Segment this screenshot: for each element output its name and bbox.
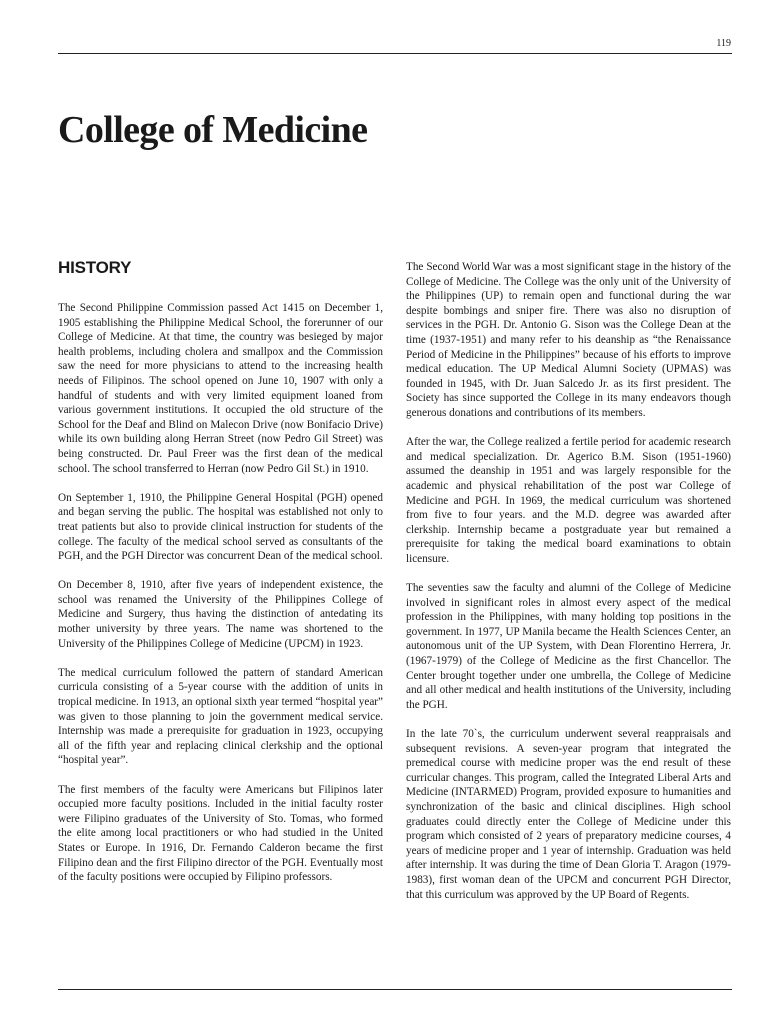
paragraph: The Second World War was a most significant stage in the history of the College of Medicine. The College was the only unit of the University of the Philippines (UP) to remain open and functional during the war despite bombings and sniper fire. There was also no disruption of services in the PGH. Dr. Antonio G. Sison was the College Dean at the time (1937-1951) and many refer to his deanship as “the Renaissance Period of Medicine in the Philippines” because of his efforts to improve medical education. The UP Medical Alumni Society (UPMAS) was founded in 1945, with Dr. Juan Salcedo Jr. as its first president. The Society has since supported the College in its many endeavors though generous donations and contributions of its members. (406, 261, 731, 419)
section-heading: HISTORY (58, 258, 132, 277)
page-number: 119 (716, 38, 731, 49)
paragraph: The seventies saw the faculty and alumni of the College of Medicine involved in significant roles in almost every aspect of the medical profession in the Philippines, with many holding top positions in the government. In 1977, UP Manila became the Health Sciences Center, an autonomous unit of the UP System, with Dean Florentino Herrera, Jr. (1967-1979) of the College of Medicine as the first Chancellor. The Center brought together under one umbrella, the College of Medicine and all other medical and health institutions of the University, including the PGH. (406, 582, 731, 711)
paragraph: The Second Philippine Commission passed Act 1415 on December 1, 1905 establishing the Philippine Medical School, the forerunner of our College of Medicine. At that time, the country was besieged by major health problems, including cholera and smallpox and the Commission saw the need for more physicians to attend to the increasing health needs of Filipinos. The school opened on June 10, 1907 with only a handful of students and with very limited equipment loaned from various government institutions. It occupied the old structure of the School for the Deaf and Blind on Malecon Drive (now Bonifacio Drive) while its own building along Herran Street (now Pedro Gil Street) was being constructed. Dr. Paul Freer was the first dean of the medical school. The school transferred to Herran (now Pedro Gil St.) in 1910. (58, 302, 383, 475)
paragraph: The first members of the faculty were Americans but Filipinos later occupied more faculty positions. Included in the initial faculty roster were Filipino graduates of the University of Sto. Tomas, who formed the elite among local practitioners or who had studied in the United States or Europe. In 1916, Dr. Fernando Calderon became the first Filipino dean and the first Filipino director of the PGH. Eventually most of the faculty positions were occupied by Filipino professors. (58, 783, 383, 884)
paragraph: After the war, the College realized a fertile period for academic research and medical specialization. Dr. Agerico B.M. Sison (1951-1960) assumed the deanship in 1951 and was largely responsible for the academic and physical rehabilitation of the post war College of Medicine and PGH. In 1969, the medical curriculum was shortened from five to four years. and the M.D. degree was awarded after clerkship. Internship became a postgraduate year but remained a prerequisite for taking the medical board examinations to obtain licensure. (406, 436, 731, 565)
footer-rule (58, 989, 732, 990)
right-column (406, 260, 731, 917)
header-rule (58, 53, 732, 54)
paragraph: On December 8, 1910, after five years of independent existence, the school was renamed the University of the Philippines College of Medicine and Surgery, thus having the distinction of antedating its mother university by three years. The name was shortened to the University of the Philippines College of Medicine (UPCM) in 1923. (58, 579, 383, 650)
paragraph: On September 1, 1910, the Philippine General Hospital (PGH) opened and began serving the public. The hospital was established not only to treat patients but also to provide clinical instruction for students of the college. The faculty of the medical school served as consultants of the PGH, and the PGH Director was concurrent Dean of the medical school. (58, 491, 383, 563)
paragraph: In the late 70`s, the curriculum underwent several reappraisals and subsequent revisions. A seven-year program that integrated the premedical course with medicine proper was the end result of these curricular changes. This program, called the Integrated Liberal Arts and Medicine (INTARMED) Program, provided exposure to humanities and synchronization of the basic and clinical disciplines. High school graduates could directly enter the College of Medicine under this program which consisted of 2 years of preparatory medicine courses, 4 years of medicine proper and 1 year of internship. Graduation was held after internship. It was during the time of Dean Gloria T. Aragon (1979-1983), first woman dean of the UPCM and concurrent PGH Director, that this curriculum was approved by the UP Board of Regents. (406, 728, 731, 901)
left-column (58, 301, 383, 899)
paragraph: The medical curriculum followed the pattern of standard American curricula consisting of a 5-year course with the addition of units in tropical medicine. In 1913, an optional sixth year termed “hospital year” was given to those planning to join the government medical service. Internship was made a prerequisite for graduation in 1923, occupying all of the fifth year and replacing clinical clerkship and the optional “hospital year”. (58, 666, 383, 767)
page-title: College of Medicine (58, 109, 368, 151)
